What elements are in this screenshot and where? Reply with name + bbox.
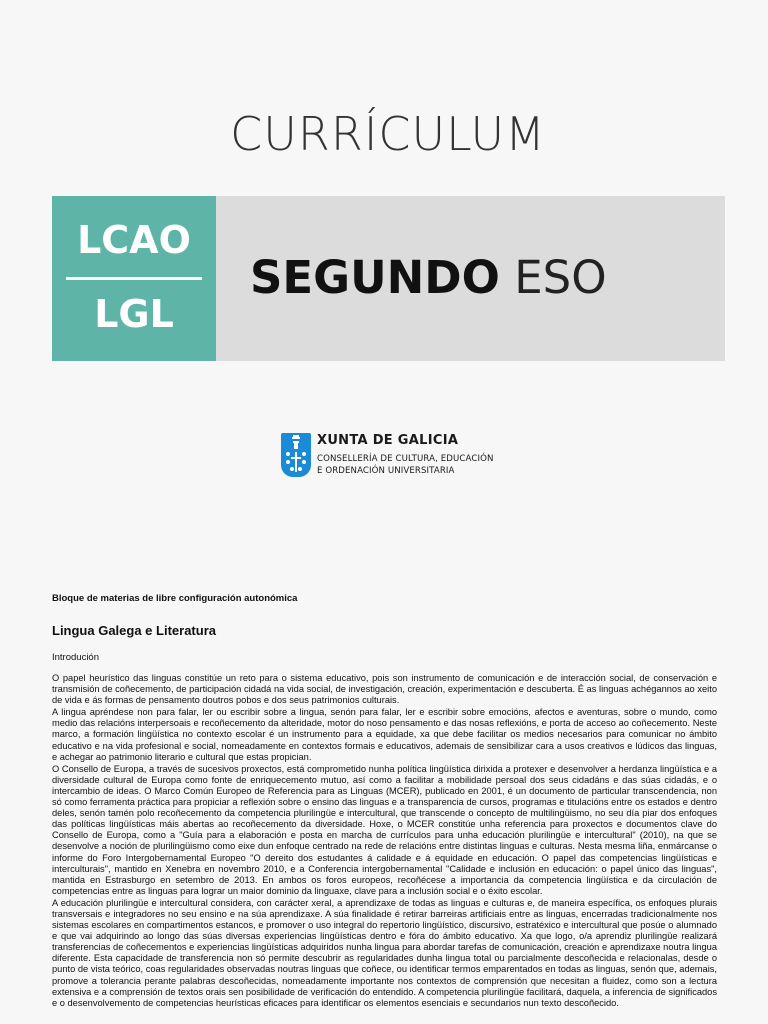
course-level-bold: SEGUNDO [250,251,500,304]
course-level-light: ESO [514,251,607,304]
subject-code-box [52,196,216,361]
block-label: Bloque de materias de libre configuración autonómica [52,593,298,604]
paragraph: O Consello de Europa, a través de sucesivos proxectos, está comprometido nunha política lingüística dirixida a protexer e desenvolver a herdanza lingüística e a diversidade cultural de Europa como fonte de enriquecemento mutuo, así como a facilitar a mobilidade persoal dos seus cidadáns e das súas cidadás, e o intercambio de ideas. O Marco Común Europeo de Referencia para as Linguas (MCER), publicado en 2001, é un documento de particular transcendencia, non só como ferramenta práctica para propiciar a reflexión sobre o ensino das linguas e a transparencia de cursos, programas e titulacións entre os estados e dentro deles, senón tamén polo recoñecemento da competencia plurilingüe e intercultural, que transcende o concepto de multilingüismo, no seu día piar dos enfoques das políticas lingüísticas máis abertas ao recoñecemento da diversidade. Hoxe, o MCER constitúe unha referencia para proxectos e documentos clave do Consello de Europa, como a "Guía para a elaboración e posta en marcha de currículos para unha educación plurilingüe e intercultural" (2010), na que se desenvolve a noción de plurilingüismo como eixe dun enfoque centrado na rede de relacións entre distintas linguas e culturas. Nesta mesma liña, enmárcanse o informe do Foro Intergobernamental Europeo "O dereito dos estudantes á calidade e á equidade en educación. O papel das competencias lingüísticas e interculturais", mantido en Xenebra en novembro 2010, e a Conferencia intergobernamental "Calidade e inclusión en educación: o papel único das linguas", mantida en Estrasburgo en setembro de 2013. En ambos os foros europeos, recoñécese a importancia da competencia lingüística e da circulación de competencias entre as linguas para lograr un maior dominio da linguaxe, clave para a inclusión social e o éxito escolar. [52,763,717,896]
logo-org-name: XUNTA DE GALICIA [317,433,459,448]
paragraph: A lingua apréndese non para falar, ler ou escribir sobre a lingua, senón para falar, ler e escribir sobre emocións, afectos e aventuras, sobre o mundo, como medio das relacións interpersoais e recoñecemento da alteridade, motor do noso pensamento e das nosas reflexións, e porta de acceso ao coñecemento. Neste marco, a formación lingüística no contexto escolar é un instrumento para a equidade, xa que debe facilitar os medios necesarios para comunicar no ámbito educativo e na vida profesional e social, nomeadamente en contextos formais e educativos, ademais de sensibilizar cara a usos creativos e lúdicos das linguas, e achegar ao patrimonio literario e cultural que estas propician. [52,707,717,762]
logo-dept-line2: E ORDENACIÓN UNIVERSITARIA [317,466,455,476]
galicia-shield-icon [281,433,311,477]
course-banner [52,196,725,361]
subject-title: Lingua Galega e Literatura [52,623,216,638]
xunta-logo [281,433,521,479]
course-level [250,248,607,308]
subject-code-divider [66,277,202,280]
cover-title: CURRÍCULUM [230,107,546,161]
paragraph: O papel heurístico das linguas constitúe un reto para o sistema educativo, pois son instrumento de comunicación e de interacción social, de conservación e transmisión de coñecemento, de participación cidadá na vida social, de investigación, creación, experimentación e descuberta. É as linguas achégannos ao xeito de vida e ás formas de pensamento doutros pobos e dos seus patrimonios culturais. [52,673,717,706]
section-heading: Introdución [52,652,100,663]
subject-code-bottom: LGL [94,292,174,336]
paragraph: A educación plurilingüe e intercultural considera, con carácter xeral, a aprendizaxe de todas as linguas e culturas e, de maneira específica, os enfoques plurais transversais e integradores no seu ensino e na súa aprendizaxe. A súa finalidade é retirar barreiras artificiais entre as linguas, encerradas tradicionalmente nos sistemas escolares en compartimentos estancos, e promover o uso integral do repertorio lingüístico, discursivo, estratéxico e intercultural que posúe o alumnado e que vai adquirindo ao longo das súas diversas experiencias lingüísticas dentro e fóra do ámbito educativo. Xa que logo, o/a aprendiz plurilingüe realizará transferencias de coñecementos e experiencias lingüísticas adquiridos nunha lingua para abordar tarefas de comunicación, creación e aprendizaxe noutra lingua diferente. Esta capacidade de transferencia non só permite descubrir as regularidades dunha lingua total ou parcialmente descoñecida e relacionalas, desde o punto de vista teórico, coas regularidades observadas noutras linguas que coñece, ou identificar termos emparentados en todas as linguas, senón que, ademais, promove a tolerancia perante palabras descoñecidas, nomeadamente importante nos contextos de comprensión que necesitan a fluidez, como son a lectura extensiva e a comprensión de textos orais sen posibilidade de verificación do entendido. A competencia plurilingüe facilitará, daquela, a inferencia de significados e o desenvolvemento de competencias heurísticas eficaces para identificar os elementos esenciais e secundarios nun texto descoñecido. [52,897,717,1008]
body-text [52,673,717,1010]
subject-code-top: LCAO [77,218,191,262]
logo-dept-line1: CONSELLERÍA DE CULTURA, EDUCACIÓN [317,454,494,464]
